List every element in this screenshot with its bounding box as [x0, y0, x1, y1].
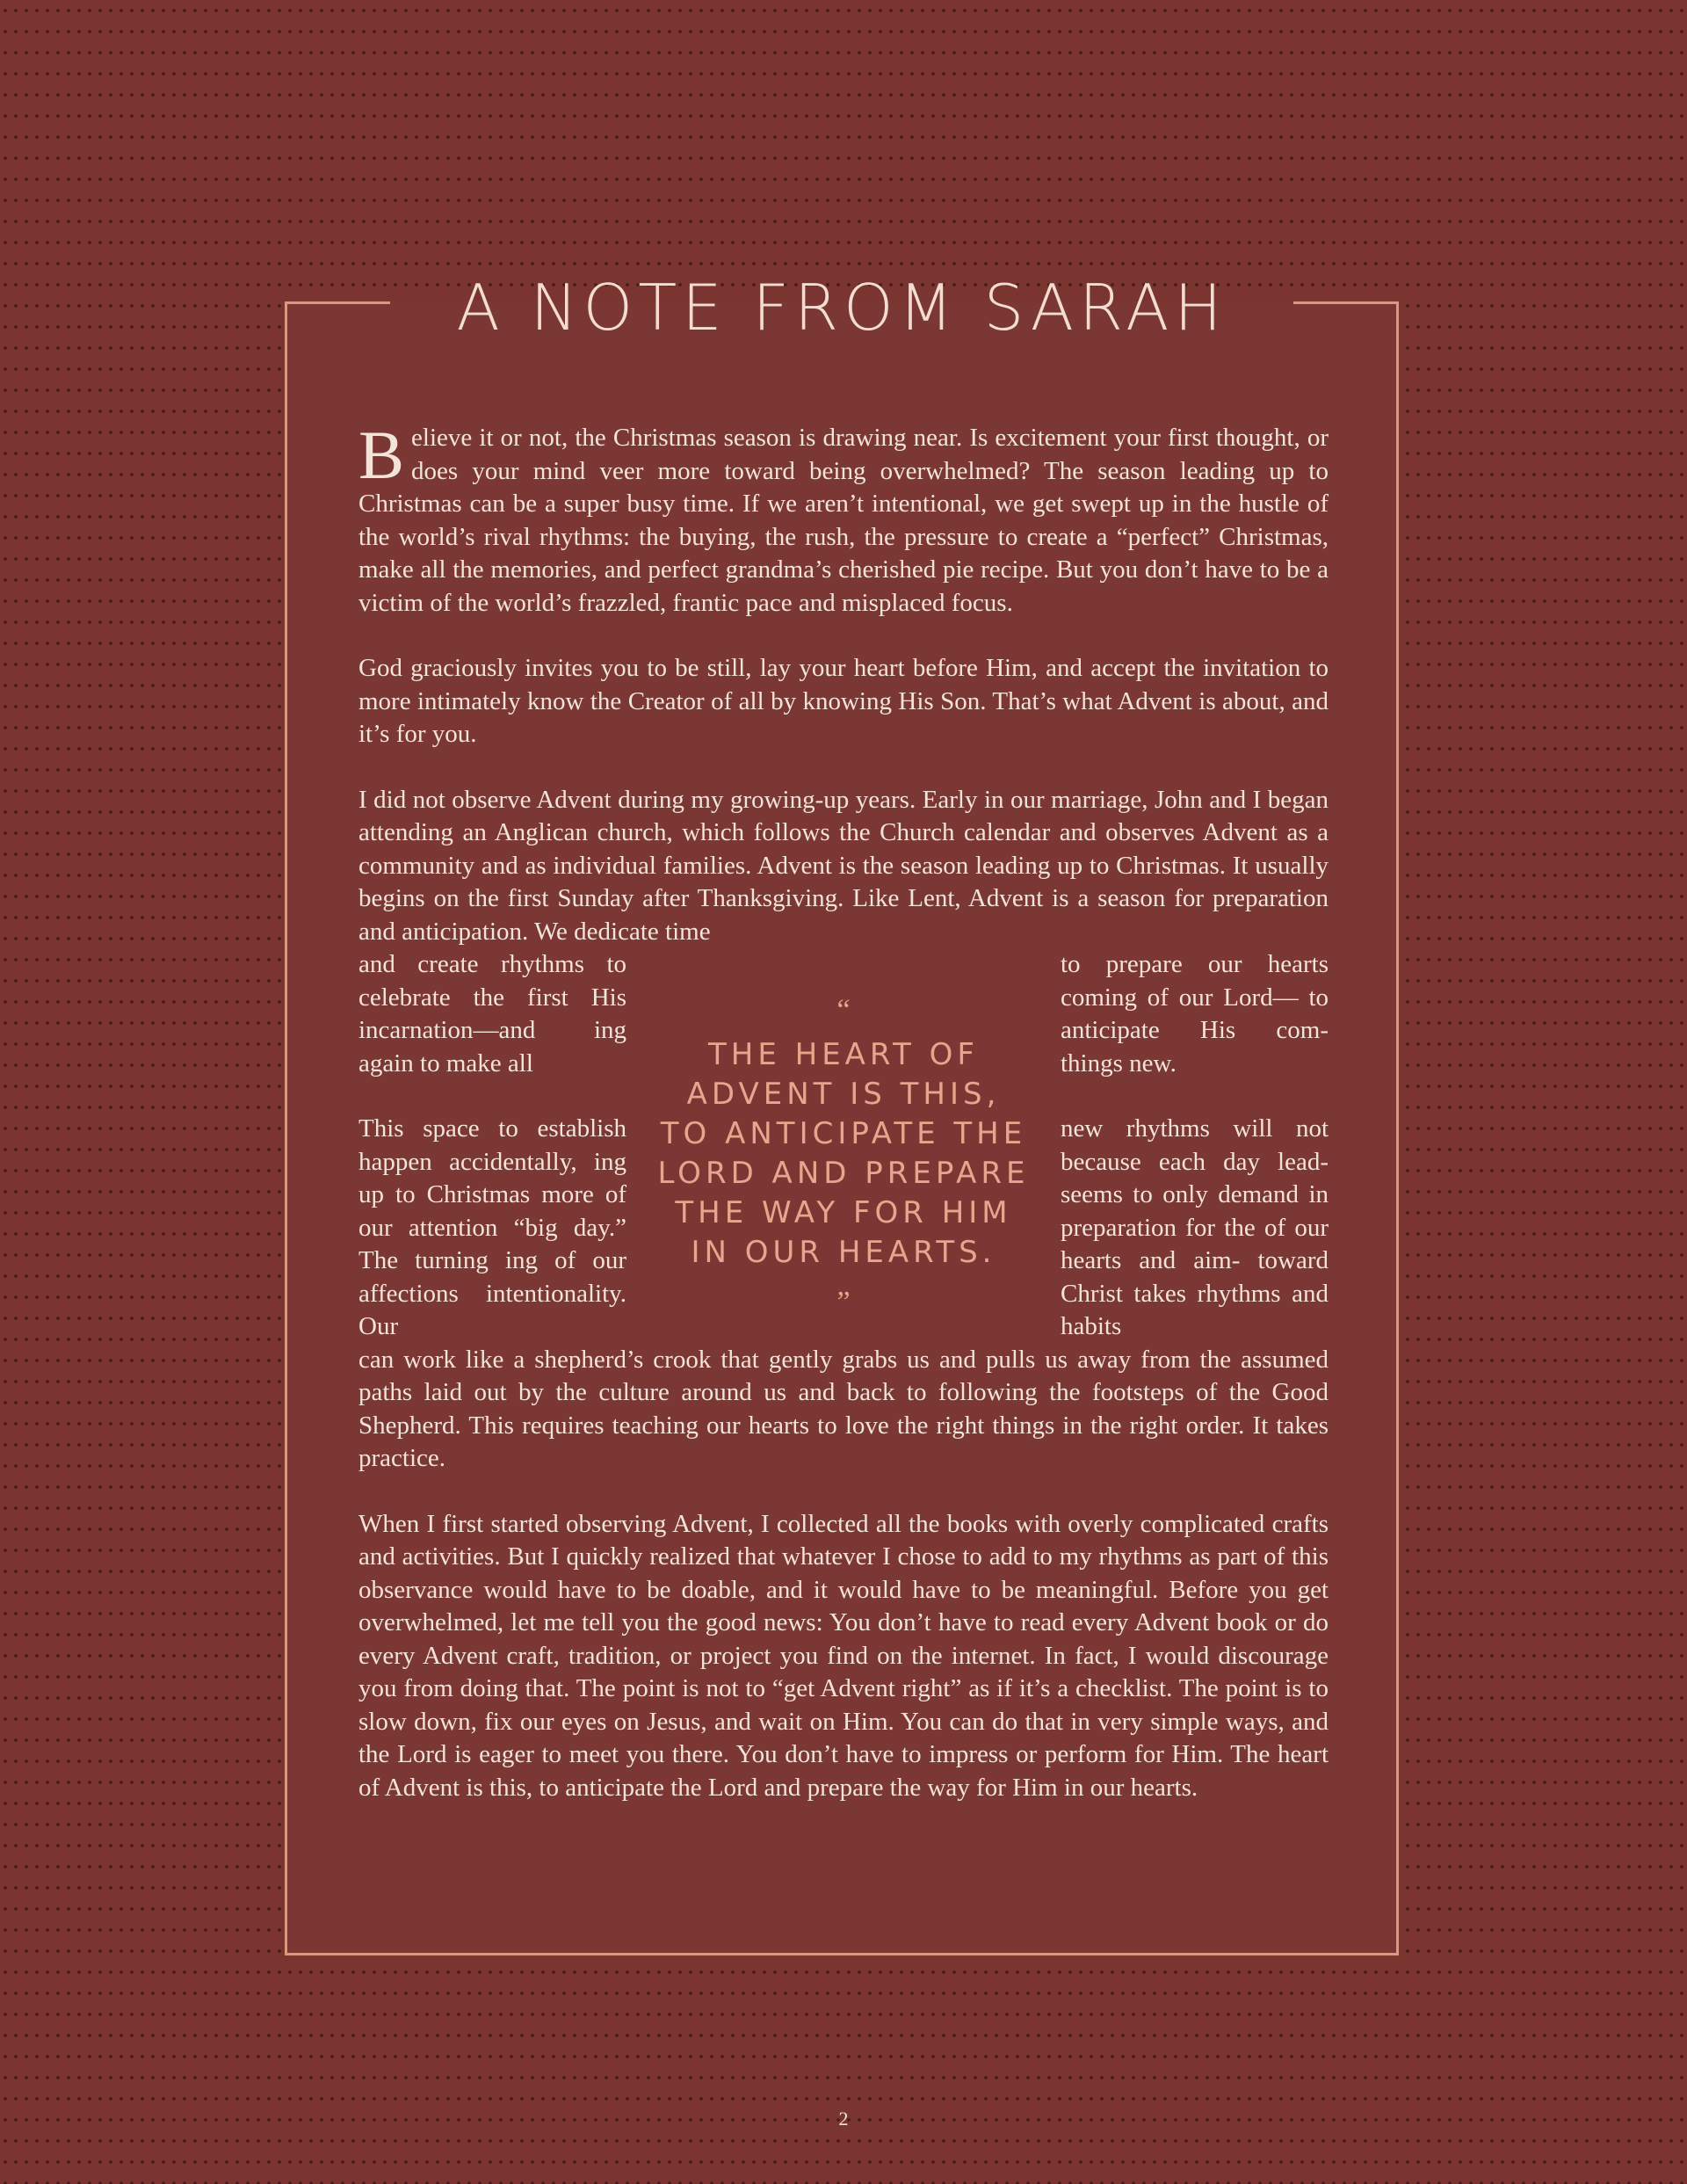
paragraph-3-top: I did not observe Advent during my growing-up years. Early in our marriage, John and I began attending an Anglican church, which follows the Church calendar and observes Advent as a community and as individual families. Advent is the season leading up to Christmas. It usually begins on the first Sunday after Thanksgiving. Like Lent, Advent is a season for preparation and anticipation. We dedicate time: [358, 785, 1329, 946]
frame-top-right-rule: [1293, 301, 1399, 304]
pull-quote: [657, 993, 1030, 1320]
frame-top-left-rule: [285, 301, 390, 304]
paragraph-1: Believe it or not, the Christmas season is drawing near. Is excitement your first thought, or does your mind veer more toward being overwhelmed? The season leading up to Christmas can be a super busy time. If we aren’t intentional, we get swept up in the hustle of the world’s rival rhythms: the buying, the rush, the pressure to create a “perfect” Christmas, make all the memories, and perfect grandma’s cherished pie recipe. But you don’t have to be a victim of the world’s frazzled, frantic pace and misplaced focus.: [358, 417, 1329, 617]
column-left-a: and create rhythms to celebrate the first His incarnation—and ing again to make all: [358, 950, 626, 1077]
column-right-a: to prepare our hearts coming of our Lord— to anticipate His com- things new.: [1061, 950, 1329, 1077]
page-title: A NOTE FROM SARAH: [456, 271, 1227, 345]
column-right-b: new rhythms will not because each day lead- seems to only demand in preparation for the of our hearts and aim- toward Christ takes rhythms and habits: [1061, 1114, 1329, 1340]
open-quote-mark: “: [836, 994, 851, 1027]
paragraph-5: When I first started observing Advent, I collected all the books with overly complicated crafts and activities. But I quickly realized that whatever I chose to add to my rhythms as part of this observance would have to be doable, and it would have to be meaningful. Before you get overwhelmed, let me tell you the good news: You don’t have to read every Advent book or do every Advent craft, tradition, or project you find on the internet. In fact, I would discourage you from doing that. The point is not to “get Advent right” as if it’s a checklist. The point is to slow down, fix our eyes on Jesus, and wait on Him. You can do that in very simple ways, and the Lord is eager to meet you there. You don’t have to impress or perform for Him. The heart of Advent is this, to anticipate the Lord and prepare the way for Him in our hearts.: [358, 1509, 1329, 1802]
paragraph-2: God graciously invites you to be still, lay your heart before Him, and accept the invitation to more intimately know the Creator of all by knowing His Son. That’s what Advent is about, and it’s for you.: [358, 654, 1329, 748]
close-quote-mark: ”: [836, 1286, 851, 1318]
drop-cap: B: [358, 417, 405, 493]
page-number: 2: [838, 2108, 849, 2130]
column-left-b: This space to establish happen accidentally, ing up to Christmas more of our attention “big day.” The turning ing of our affections intentionality. Our: [358, 1114, 626, 1340]
pull-quote-text: THE HEART OF ADVENT IS THIS, TO ANTICIPATE THE LORD AND PREPARE THE WAY FOR HIM IN OUR HEARTS.: [657, 1037, 1030, 1270]
paragraph-4-bottom: can work like a shepherd’s crook that gently grabs us and pulls us away from the assumed paths laid out by the culture around us and back to following the footsteps of the Good Shepherd. This requires teaching our hearts to love the right things in the right order. It takes practice.: [358, 1345, 1329, 1472]
